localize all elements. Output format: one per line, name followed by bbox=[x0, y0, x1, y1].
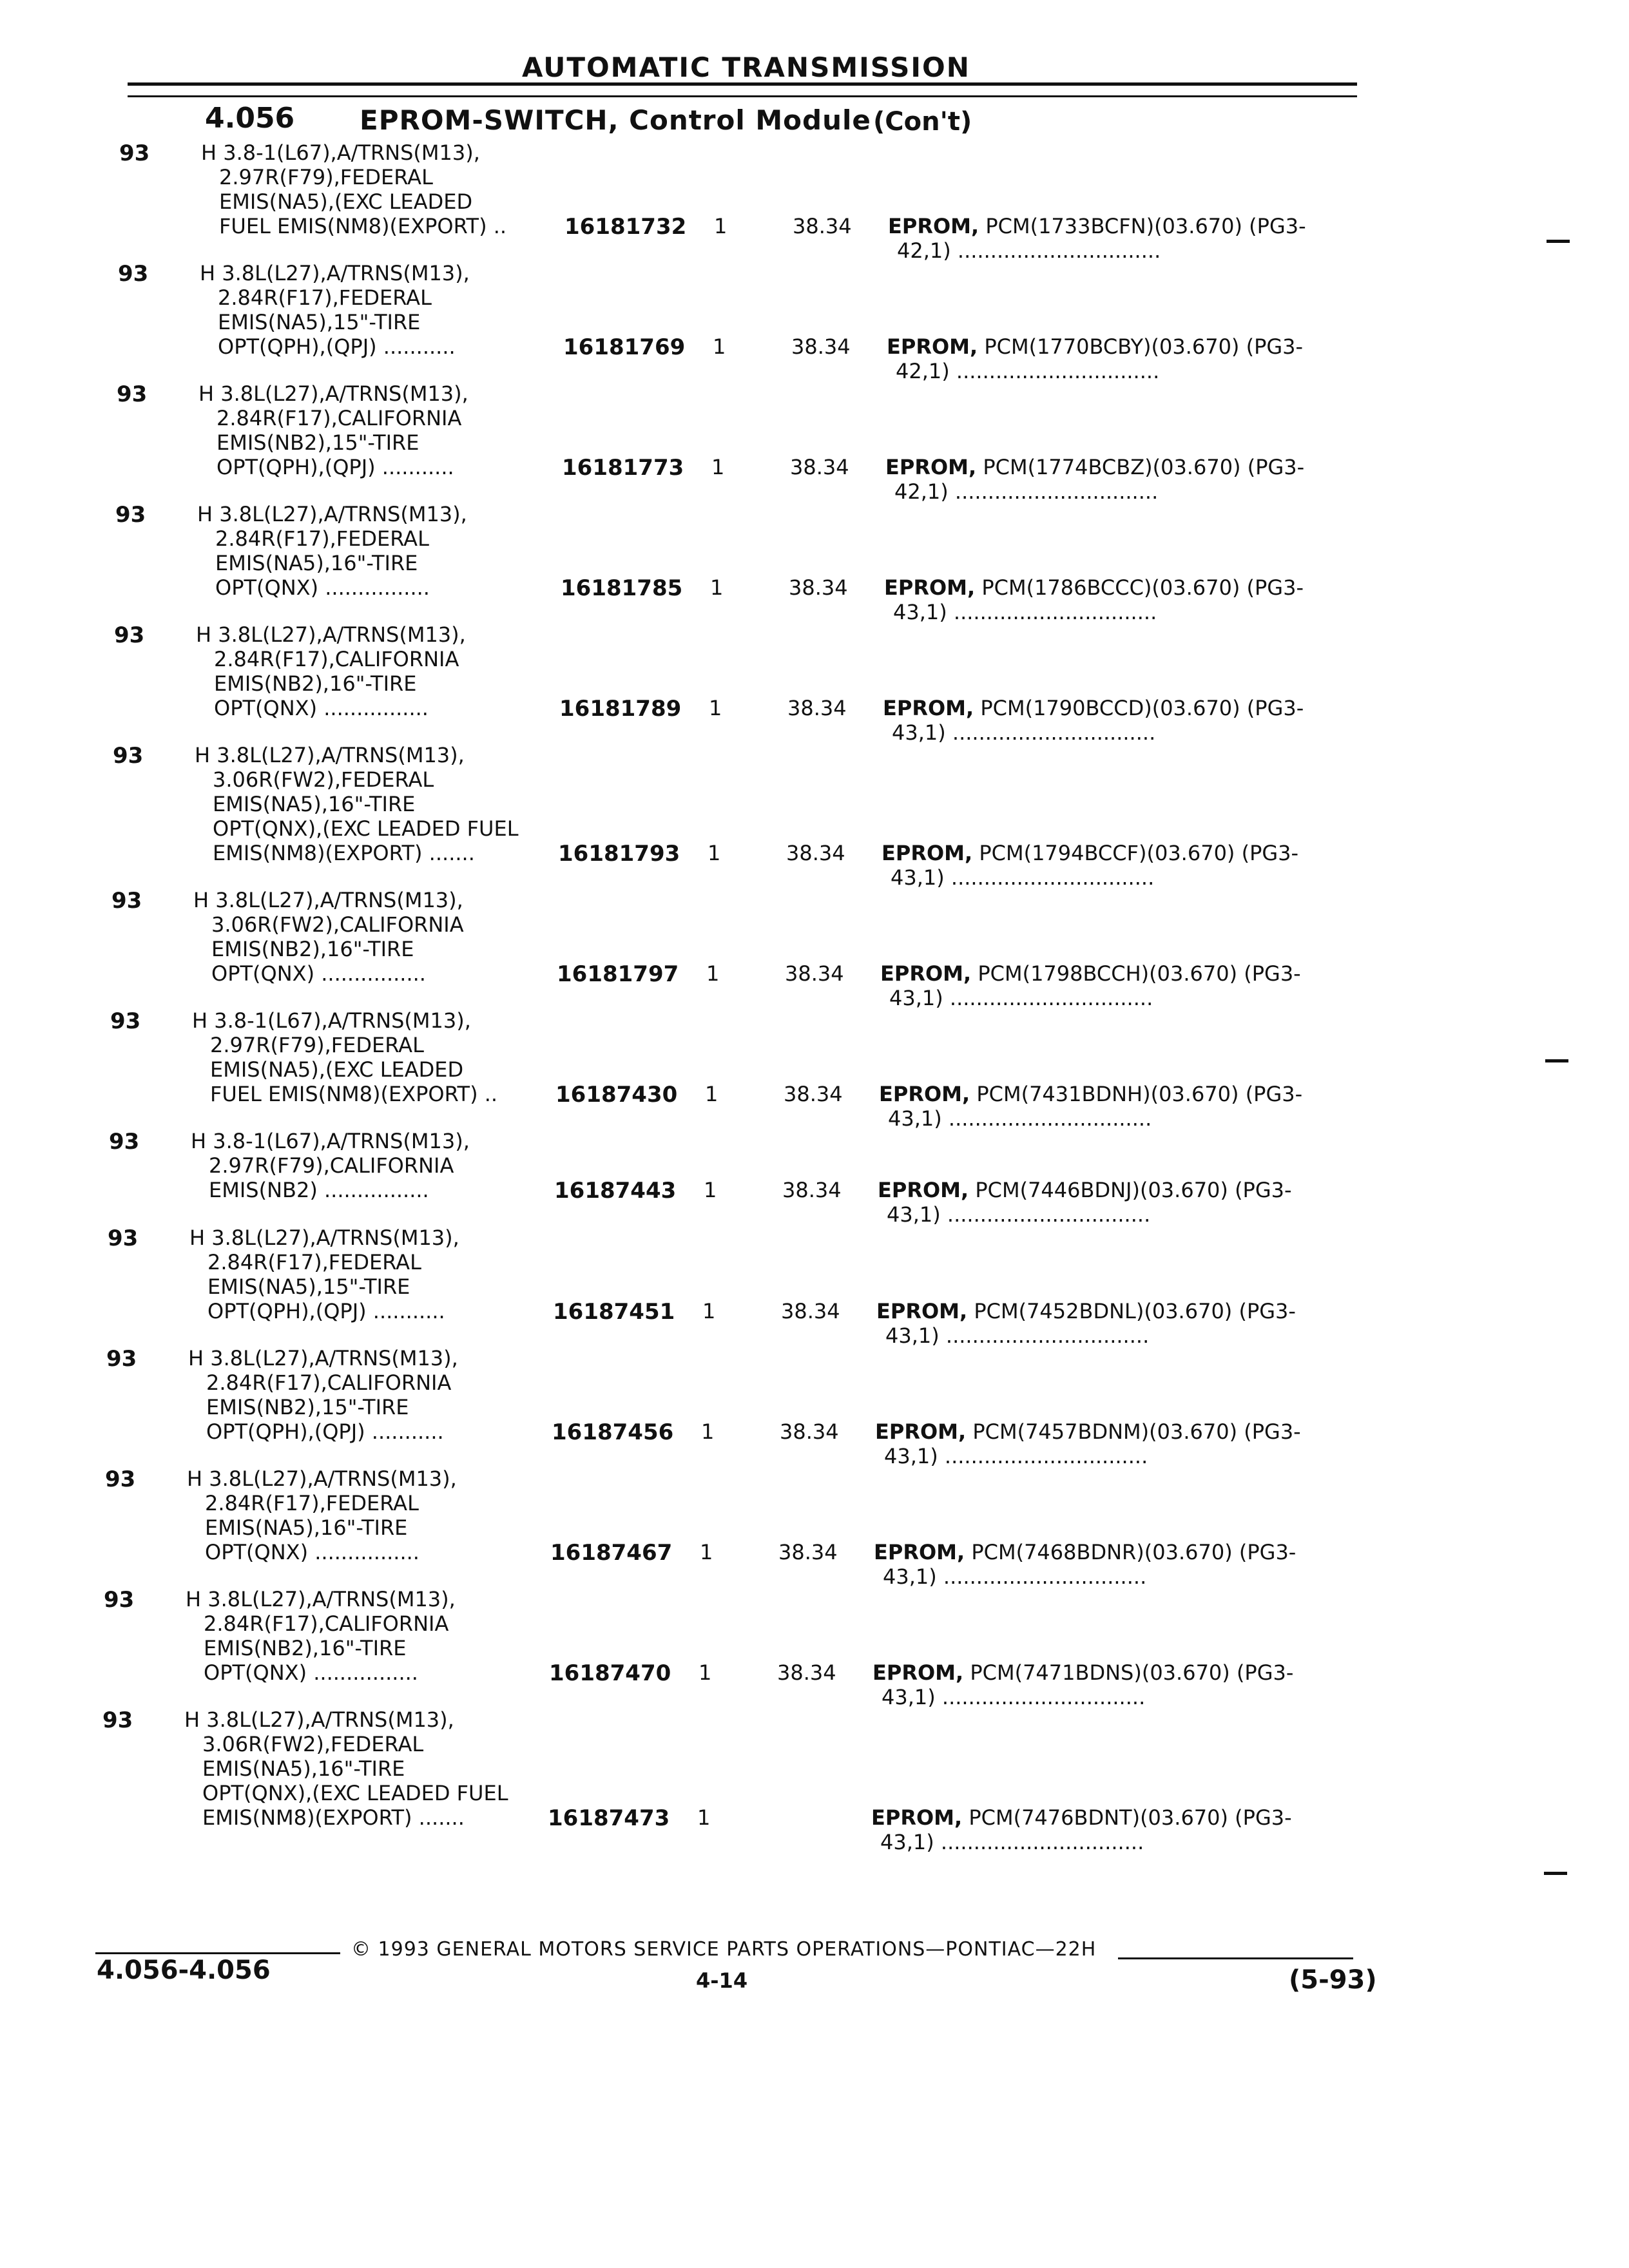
description-line: OPT(QNX) ................ bbox=[214, 696, 429, 720]
description-line: EMIS(NM8)(EXPORT) ....... bbox=[202, 1805, 465, 1830]
application-description bbox=[0, 1466, 457, 1564]
part-name-detail: PCM(7446BDNJ)(03.670) (PG3- bbox=[969, 1178, 1292, 1202]
description-line: EMIS(NA5),(EXC LEADED bbox=[219, 189, 473, 214]
part-number: 16181773 bbox=[562, 455, 684, 481]
part-name-continuation: 43,1) ............................... bbox=[888, 1106, 1152, 1131]
description-line: EMIS(NB2),16"-TIRE bbox=[211, 937, 414, 961]
part-name bbox=[875, 1419, 1301, 1444]
part-name-detail: PCM(7468BDNR)(03.670) (PG3- bbox=[965, 1540, 1296, 1564]
description-line: 2.84R(F17),FEDERAL bbox=[207, 1250, 421, 1274]
model-year: 93 bbox=[115, 502, 146, 528]
part-name-continuation: 43,1) ............................... bbox=[883, 1564, 1147, 1589]
description-line: 3.06R(FW2),CALIFORNIA bbox=[211, 912, 464, 937]
model-year: 93 bbox=[106, 1346, 137, 1372]
part-name-continuation: 43,1) ............................... bbox=[884, 1444, 1148, 1468]
part-name-noun: EPROM, bbox=[888, 214, 979, 238]
description-line: EMIS(NB2),16"-TIRE bbox=[204, 1636, 407, 1660]
part-number: 16181769 bbox=[563, 334, 686, 360]
description-line: 2.84R(F17),FEDERAL bbox=[215, 526, 429, 551]
application-description bbox=[0, 381, 468, 479]
description-line: 2.84R(F17),FEDERAL bbox=[218, 285, 432, 310]
application-description bbox=[0, 622, 466, 720]
description-line: H 3.8L(L27),A/TRNS(M13), bbox=[193, 888, 463, 912]
price: 38.34 bbox=[782, 1178, 842, 1202]
part-name-continuation: 42,1) ............................... bbox=[896, 359, 1160, 383]
part-name bbox=[888, 214, 1306, 238]
description-line: EMIS(NA5),15"-TIRE bbox=[218, 310, 421, 334]
section-number: 4.056 bbox=[205, 102, 295, 135]
application-description bbox=[0, 1129, 470, 1202]
model-year: 93 bbox=[109, 1129, 140, 1155]
description-line: EMIS(NA5),16"-TIRE bbox=[202, 1756, 405, 1781]
part-name bbox=[880, 961, 1301, 986]
price: 38.34 bbox=[785, 961, 844, 986]
part-number: 16187470 bbox=[549, 1660, 671, 1686]
description-line: OPT(QNX) ................ bbox=[204, 1660, 418, 1685]
part-number: 16181732 bbox=[564, 214, 687, 240]
price: 38.34 bbox=[787, 696, 847, 720]
part-name bbox=[878, 1178, 1292, 1202]
model-year: 93 bbox=[105, 1466, 136, 1492]
description-line: EMIS(NA5),15"-TIRE bbox=[207, 1274, 410, 1299]
description-line: EMIS(NB2) ................ bbox=[209, 1178, 429, 1202]
quantity: 1 bbox=[706, 961, 720, 986]
page-title: AUTOMATIC TRANSMISSION bbox=[522, 52, 970, 83]
part-number: 16181797 bbox=[557, 961, 679, 987]
description-line: OPT(QPH),(QPJ) ........... bbox=[206, 1419, 444, 1444]
copyright-notice: © 1993 GENERAL MOTORS SERVICE PARTS OPERATIONS—PONTIAC—22H bbox=[351, 1938, 1097, 1961]
description-line: OPT(QNX),(EXC LEADED FUEL bbox=[202, 1781, 508, 1805]
quantity: 1 bbox=[699, 1660, 712, 1685]
description-line: FUEL EMIS(NM8)(EXPORT) .. bbox=[210, 1082, 498, 1106]
price: 38.34 bbox=[784, 1082, 843, 1106]
quantity: 1 bbox=[708, 841, 721, 865]
continued-label: (Con't) bbox=[873, 107, 972, 137]
part-number: 16187456 bbox=[552, 1419, 674, 1445]
part-number: 16187430 bbox=[555, 1082, 678, 1108]
price: 38.34 bbox=[778, 1540, 838, 1564]
price: 38.34 bbox=[786, 841, 845, 865]
quantity: 1 bbox=[701, 1419, 715, 1444]
part-name-noun: EPROM, bbox=[878, 1178, 969, 1202]
description-line: H 3.8L(L27),A/TRNS(M13), bbox=[195, 743, 465, 767]
part-name bbox=[872, 1660, 1293, 1685]
description-line: OPT(QNX),(EXC LEADED FUEL bbox=[213, 816, 519, 841]
model-year: 93 bbox=[108, 1225, 139, 1251]
part-name bbox=[883, 696, 1304, 720]
price: 38.34 bbox=[793, 214, 852, 238]
part-name bbox=[876, 1299, 1296, 1323]
description-line: EMIS(NA5),(EXC LEADED bbox=[210, 1057, 464, 1082]
part-name-continuation: 43,1) ............................... bbox=[892, 720, 1156, 745]
description-line: 2.97R(F79),CALIFORNIA bbox=[209, 1153, 454, 1178]
price: 38.34 bbox=[790, 455, 849, 479]
description-line: 2.84R(F17),FEDERAL bbox=[205, 1491, 419, 1515]
description-line: OPT(QNX) ................ bbox=[205, 1540, 419, 1564]
part-name-continuation: 42,1) ............................... bbox=[897, 238, 1161, 263]
part-name-noun: EPROM, bbox=[874, 1540, 965, 1564]
part-name-noun: EPROM, bbox=[871, 1805, 963, 1830]
footer-left-rule bbox=[95, 1952, 340, 1954]
quantity: 1 bbox=[710, 575, 724, 600]
part-name bbox=[882, 841, 1298, 865]
part-name-noun: EPROM, bbox=[882, 841, 973, 865]
application-description bbox=[0, 1008, 497, 1106]
part-name-detail: PCM(1774BCBZ)(03.670) (PG3- bbox=[976, 455, 1305, 479]
part-number: 16181793 bbox=[558, 841, 680, 867]
quantity: 1 bbox=[700, 1540, 713, 1564]
part-name-detail: PCM(7471BDNS)(03.670) (PG3- bbox=[963, 1660, 1294, 1685]
quantity: 1 bbox=[702, 1299, 716, 1323]
header-bottom-rule bbox=[128, 95, 1357, 97]
part-number: 16187443 bbox=[554, 1178, 677, 1204]
description-line: FUEL EMIS(NM8)(EXPORT) .. bbox=[219, 214, 507, 238]
description-line: OPT(QPH),(QPJ) ........... bbox=[207, 1299, 445, 1323]
description-line: EMIS(NB2),15"-TIRE bbox=[217, 430, 419, 455]
quantity: 1 bbox=[705, 1082, 718, 1106]
margin-mark bbox=[1547, 240, 1570, 243]
part-number: 16181785 bbox=[561, 575, 683, 601]
description-line: 2.97R(F79),FEDERAL bbox=[219, 165, 433, 189]
description-line: H 3.8L(L27),A/TRNS(M13), bbox=[198, 381, 468, 406]
part-number: 16181789 bbox=[559, 696, 682, 722]
description-line: H 3.8L(L27),A/TRNS(M13), bbox=[200, 261, 470, 285]
part-number: 16187451 bbox=[553, 1299, 675, 1325]
part-name-detail: PCM(1794BCCF)(03.670) (PG3- bbox=[972, 841, 1299, 865]
part-name-detail: PCM(7452BDNL)(03.670) (PG3- bbox=[967, 1299, 1296, 1323]
description-line: OPT(QNX) ................ bbox=[215, 575, 430, 600]
quantity: 1 bbox=[697, 1805, 711, 1830]
part-name-continuation: 42,1) ............................... bbox=[894, 479, 1159, 504]
part-name-detail: PCM(1733BCFN)(03.670) (PG3- bbox=[979, 214, 1306, 238]
quantity: 1 bbox=[714, 214, 728, 238]
application-description bbox=[0, 1707, 508, 1830]
description-line: H 3.8L(L27),A/TRNS(M13), bbox=[184, 1707, 454, 1732]
description-line: EMIS(NA5),16"-TIRE bbox=[205, 1515, 408, 1540]
description-line: H 3.8-1(L67),A/TRNS(M13), bbox=[192, 1008, 471, 1033]
application-description bbox=[0, 743, 519, 865]
part-name-continuation: 43,1) ............................... bbox=[889, 986, 1153, 1010]
part-name-noun: EPROM, bbox=[872, 1660, 964, 1685]
part-name-noun: EPROM, bbox=[885, 455, 977, 479]
part-name bbox=[885, 455, 1304, 479]
description-line: 2.97R(F79),FEDERAL bbox=[210, 1033, 424, 1057]
description-line: H 3.8L(L27),A/TRNS(M13), bbox=[197, 502, 467, 526]
application-description bbox=[0, 1587, 456, 1685]
description-line: EMIS(NB2),15"-TIRE bbox=[206, 1395, 409, 1419]
model-year: 93 bbox=[117, 381, 148, 407]
description-line: OPT(QPH),(QPJ) ........... bbox=[218, 334, 456, 359]
part-name-detail: PCM(1798BCCH)(03.670) (PG3- bbox=[971, 961, 1301, 986]
description-line: EMIS(NA5),16"-TIRE bbox=[213, 792, 416, 816]
part-number: 16187473 bbox=[548, 1805, 670, 1831]
footer-right-rule bbox=[1118, 1957, 1353, 1959]
quantity: 1 bbox=[713, 334, 726, 359]
margin-mark bbox=[1545, 1059, 1568, 1062]
description-line: OPT(QPH),(QPJ) ........... bbox=[217, 455, 454, 479]
part-name bbox=[884, 575, 1304, 600]
model-year: 93 bbox=[118, 261, 149, 287]
model-year: 93 bbox=[111, 888, 142, 914]
price: 38.34 bbox=[791, 334, 851, 359]
part-name-detail: PCM(1790BCCD)(03.670) (PG3- bbox=[974, 696, 1304, 720]
part-name-noun: EPROM, bbox=[883, 696, 974, 720]
part-name bbox=[887, 334, 1303, 359]
description-line: EMIS(NB2),16"-TIRE bbox=[214, 671, 417, 696]
description-line: H 3.8L(L27),A/TRNS(M13), bbox=[196, 622, 466, 647]
application-description bbox=[0, 140, 506, 238]
model-year: 93 bbox=[114, 622, 145, 648]
quantity: 1 bbox=[704, 1178, 717, 1202]
part-name-continuation: 43,1) ............................... bbox=[880, 1830, 1144, 1854]
price: 38.34 bbox=[780, 1419, 839, 1444]
part-name-noun: EPROM, bbox=[887, 334, 978, 359]
price: 38.34 bbox=[777, 1660, 836, 1685]
part-name-noun: EPROM, bbox=[880, 961, 972, 986]
model-year: 93 bbox=[113, 743, 144, 769]
part-name bbox=[879, 1082, 1302, 1106]
part-name bbox=[874, 1540, 1296, 1564]
model-year: 93 bbox=[102, 1707, 133, 1733]
part-name-continuation: 43,1) ............................... bbox=[893, 600, 1157, 624]
part-name-detail: PCM(7431BDNH)(03.670) (PG3- bbox=[970, 1082, 1303, 1106]
part-name-continuation: 43,1) ............................... bbox=[885, 1323, 1150, 1348]
description-line: 2.84R(F17),CALIFORNIA bbox=[217, 406, 462, 430]
part-number: 16187467 bbox=[550, 1540, 673, 1566]
description-line: H 3.8L(L27),A/TRNS(M13), bbox=[188, 1346, 458, 1370]
part-name-detail: PCM(7476BDNT)(03.670) (PG3- bbox=[962, 1805, 1292, 1830]
description-line: 2.84R(F17),CALIFORNIA bbox=[204, 1611, 449, 1636]
page-number: 4-14 bbox=[696, 1968, 748, 1993]
part-name-detail: PCM(7457BDNM)(03.670) (PG3- bbox=[966, 1419, 1301, 1444]
description-line: H 3.8-1(L67),A/TRNS(M13), bbox=[191, 1129, 470, 1153]
application-description bbox=[0, 1346, 458, 1444]
part-name-noun: EPROM, bbox=[884, 575, 976, 600]
description-line: 2.84R(F17),CALIFORNIA bbox=[214, 647, 459, 671]
part-name-noun: EPROM, bbox=[875, 1419, 967, 1444]
quantity: 1 bbox=[711, 455, 725, 479]
application-description bbox=[0, 261, 470, 359]
description-line: H 3.8L(L27),A/TRNS(M13), bbox=[186, 1587, 456, 1611]
part-name-continuation: 43,1) ............................... bbox=[882, 1685, 1146, 1709]
part-name-noun: EPROM, bbox=[879, 1082, 970, 1106]
description-line: H 3.8-1(L67),A/TRNS(M13), bbox=[201, 140, 480, 165]
margin-mark bbox=[1544, 1872, 1567, 1875]
quantity: 1 bbox=[709, 696, 722, 720]
description-line: H 3.8L(L27),A/TRNS(M13), bbox=[187, 1466, 457, 1491]
description-line: 2.84R(F17),CALIFORNIA bbox=[206, 1370, 452, 1395]
description-line: EMIS(NM8)(EXPORT) ....... bbox=[213, 841, 475, 865]
model-year: 93 bbox=[110, 1008, 141, 1034]
description-line: OPT(QNX) ................ bbox=[211, 961, 426, 986]
model-year: 93 bbox=[104, 1587, 135, 1613]
part-name-continuation: 43,1) ............................... bbox=[887, 1202, 1151, 1227]
price: 38.34 bbox=[781, 1299, 840, 1323]
description-line: 3.06R(FW2),FEDERAL bbox=[202, 1732, 424, 1756]
application-description bbox=[0, 888, 464, 986]
description-line: EMIS(NA5),16"-TIRE bbox=[215, 551, 418, 575]
application-description bbox=[0, 502, 467, 600]
model-year: 93 bbox=[119, 140, 150, 166]
part-name-detail: PCM(1770BCBY)(03.670) (PG3- bbox=[978, 334, 1304, 359]
revision-date: (5-93) bbox=[1289, 1965, 1377, 1995]
application-description bbox=[0, 1225, 459, 1323]
part-name bbox=[871, 1805, 1292, 1830]
price: 38.34 bbox=[789, 575, 848, 600]
section-title: EPROM-SWITCH, Control Module bbox=[360, 104, 871, 136]
part-name-detail: PCM(1786BCCC)(03.670) (PG3- bbox=[975, 575, 1304, 600]
part-name-continuation: 43,1) ............................... bbox=[891, 865, 1155, 890]
description-line: H 3.8L(L27),A/TRNS(M13), bbox=[189, 1225, 459, 1250]
part-name-noun: EPROM, bbox=[876, 1299, 968, 1323]
description-line: 3.06R(FW2),FEDERAL bbox=[213, 767, 434, 792]
section-range: 4.056-4.056 bbox=[97, 1956, 271, 1985]
